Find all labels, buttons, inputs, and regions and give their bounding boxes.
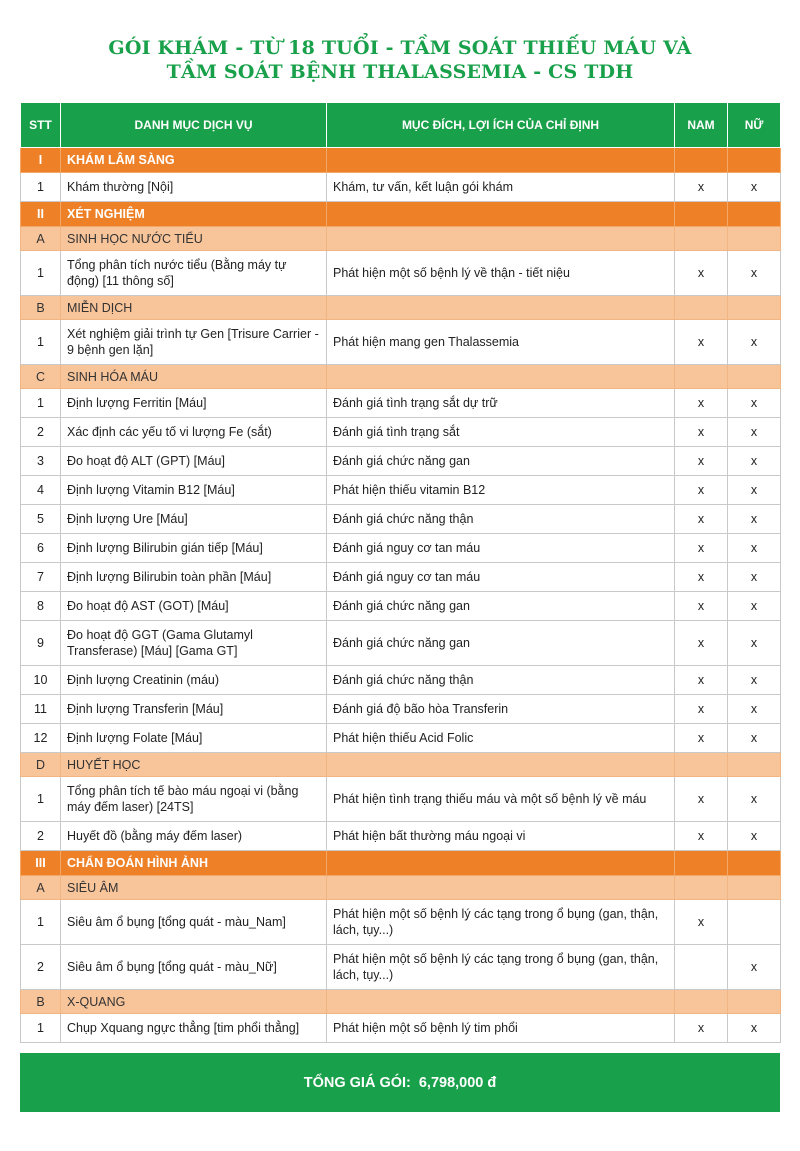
- row-service-name: Định lượng Ferritin [Máu]: [61, 389, 327, 418]
- row-purpose: Đánh giá chức năng thận: [327, 666, 675, 695]
- row-purpose: Đánh giá độ bão hòa Transferin: [327, 695, 675, 724]
- row-purpose: Đánh giá chức năng thận: [327, 505, 675, 534]
- row-service-name: Định lượng Vitamin B12 [Máu]: [61, 476, 327, 505]
- row-nam-mark: x: [675, 534, 728, 563]
- row-stt: 1: [21, 173, 61, 202]
- row-nam-mark: x: [675, 724, 728, 753]
- row-stt: II: [21, 202, 61, 227]
- table-row: [21, 900, 781, 945]
- row-service-name: Đo hoạt độ AST (GOT) [Máu]: [61, 592, 327, 621]
- table-row: [21, 621, 781, 666]
- row-stt: 11: [21, 695, 61, 724]
- row-purpose: Phát hiện mang gen Thalassemia: [327, 320, 675, 365]
- table-header-row: [21, 103, 781, 148]
- row-stt: 6: [21, 534, 61, 563]
- subsection-row: [21, 753, 781, 777]
- table-body: [21, 148, 781, 1043]
- total-value: 6,798,000 đ: [418, 1074, 497, 1091]
- row-nu-mark: x: [728, 724, 781, 753]
- row-nu-mark: x: [728, 476, 781, 505]
- row-stt: 8: [21, 592, 61, 621]
- table-row: [21, 447, 781, 476]
- row-empty-nu: [728, 365, 781, 389]
- row-nu-mark: x: [728, 666, 781, 695]
- table-row: [21, 173, 781, 202]
- row-purpose: Phát hiện một số bệnh lý tim phổi: [327, 1014, 675, 1043]
- row-service-name: Định lượng Bilirubin toàn phần [Máu]: [61, 563, 327, 592]
- row-nam-mark: x: [675, 900, 728, 945]
- row-empty-nam: [675, 202, 728, 227]
- row-empty-purpose: [327, 851, 675, 876]
- row-nu-mark: x: [728, 320, 781, 365]
- row-service-name: Xét nghiệm giải trình tự Gen [Trisure Carrier - 9 bệnh gen lặn]: [61, 320, 327, 365]
- section-row: [21, 202, 781, 227]
- table-row: [21, 418, 781, 447]
- row-nam-mark: x: [675, 1014, 728, 1043]
- row-nu-mark: x: [728, 777, 781, 822]
- row-purpose: Đánh giá chức năng gan: [327, 447, 675, 476]
- section-row: [21, 148, 781, 173]
- row-nu-mark: x: [728, 251, 781, 296]
- row-stt: 2: [21, 945, 61, 990]
- row-stt: 1: [21, 1014, 61, 1043]
- total-label: TỔNG GIÁ GÓI:: [303, 1074, 411, 1091]
- subsection-row: [21, 365, 781, 389]
- row-nam-mark: x: [675, 505, 728, 534]
- row-service-name: Đo hoạt độ GGT (Gama Glutamyl Transferase) [Máu] [Gama GT]: [61, 621, 327, 666]
- row-purpose: Phát hiện một số bệnh lý về thận - tiết niệu: [327, 251, 675, 296]
- row-stt: B: [21, 296, 61, 320]
- row-service-name: Định lượng Transferin [Máu]: [61, 695, 327, 724]
- row-nam-mark: x: [675, 476, 728, 505]
- row-stt: C: [21, 365, 61, 389]
- header-purpose: MỤC ĐÍCH, LỢI ÍCH CỦA CHỈ ĐỊNH: [327, 103, 675, 148]
- table-row: [21, 320, 781, 365]
- row-purpose: Phát hiện một số bệnh lý các tạng trong ổ bụng (gan, thận, lách, tụy...): [327, 945, 675, 990]
- row-stt: 10: [21, 666, 61, 695]
- subsection-row: [21, 876, 781, 900]
- package-title: [0, 36, 800, 84]
- row-nam-mark: x: [675, 695, 728, 724]
- row-stt: 1: [21, 320, 61, 365]
- row-service-name: Định lượng Bilirubin gián tiếp [Máu]: [61, 534, 327, 563]
- row-service-name: Khám thường [Nội]: [61, 173, 327, 202]
- row-empty-nam: [675, 990, 728, 1014]
- row-empty-purpose: [327, 876, 675, 900]
- subsection-row: [21, 227, 781, 251]
- row-stt: 7: [21, 563, 61, 592]
- row-purpose: Phát hiện tình trạng thiếu máu và một số bệnh lý về máu: [327, 777, 675, 822]
- subsection-row: [21, 296, 781, 320]
- row-nu-mark: [728, 900, 781, 945]
- row-stt: 1: [21, 777, 61, 822]
- row-empty-nu: [728, 876, 781, 900]
- row-nam-mark: x: [675, 389, 728, 418]
- row-empty-nam: [675, 753, 728, 777]
- row-nam-mark: x: [675, 563, 728, 592]
- title-line-2: TẦM SOÁT BỆNH THALASSEMIA - CS TDH: [166, 61, 634, 83]
- row-nu-mark: x: [728, 945, 781, 990]
- row-empty-purpose: [327, 202, 675, 227]
- table-row: [21, 1014, 781, 1043]
- row-service-name: Định lượng Folate [Máu]: [61, 724, 327, 753]
- row-nu-mark: x: [728, 621, 781, 666]
- row-label: SINH HỌC NƯỚC TIỂU: [61, 227, 327, 251]
- row-stt: I: [21, 148, 61, 173]
- row-label: MIỄN DỊCH: [61, 296, 327, 320]
- row-nu-mark: x: [728, 505, 781, 534]
- row-service-name: Định lượng Ure [Máu]: [61, 505, 327, 534]
- row-stt: 1: [21, 900, 61, 945]
- row-purpose: Đánh giá chức năng gan: [327, 592, 675, 621]
- row-nam-mark: x: [675, 822, 728, 851]
- row-stt: A: [21, 876, 61, 900]
- row-purpose: Đánh giá chức năng gan: [327, 621, 675, 666]
- row-purpose: Đánh giá tình trạng sắt: [327, 418, 675, 447]
- row-stt: 5: [21, 505, 61, 534]
- row-purpose: Phát hiện bất thường máu ngoại vi: [327, 822, 675, 851]
- header-stt: STT: [21, 103, 61, 148]
- row-label: HUYẾT HỌC: [61, 753, 327, 777]
- row-stt: 9: [21, 621, 61, 666]
- row-nam-mark: x: [675, 320, 728, 365]
- row-service-name: Định lượng Creatinin (máu): [61, 666, 327, 695]
- table-row: [21, 822, 781, 851]
- row-empty-purpose: [327, 365, 675, 389]
- subsection-row: [21, 990, 781, 1014]
- row-empty-nu: [728, 148, 781, 173]
- row-empty-nu: [728, 851, 781, 876]
- row-nam-mark: x: [675, 592, 728, 621]
- table-row: [21, 695, 781, 724]
- row-nu-mark: x: [728, 1014, 781, 1043]
- row-nam-mark: x: [675, 173, 728, 202]
- row-stt: 1: [21, 389, 61, 418]
- row-purpose: Phát hiện một số bệnh lý các tạng trong ổ bụng (gan, thận, lách, tụy...): [327, 900, 675, 945]
- row-nu-mark: x: [728, 418, 781, 447]
- row-stt: D: [21, 753, 61, 777]
- row-nu-mark: x: [728, 592, 781, 621]
- row-label: XÉT NGHIỆM: [61, 202, 327, 227]
- row-stt: III: [21, 851, 61, 876]
- row-service-name: Siêu âm ổ bụng [tổng quát - màu_Nữ]: [61, 945, 327, 990]
- row-service-name: Đo hoạt độ ALT (GPT) [Máu]: [61, 447, 327, 476]
- row-stt: A: [21, 227, 61, 251]
- section-row: [21, 851, 781, 876]
- row-service-name: Huyết đồ (bằng máy đếm laser): [61, 822, 327, 851]
- table-row: [21, 251, 781, 296]
- row-purpose: Khám, tư vấn, kết luận gói khám: [327, 173, 675, 202]
- row-nu-mark: x: [728, 389, 781, 418]
- row-empty-nam: [675, 296, 728, 320]
- row-nu-mark: x: [728, 447, 781, 476]
- row-service-name: Tổng phân tích nước tiểu (Bằng máy tự động) [11 thông số]: [61, 251, 327, 296]
- row-empty-nu: [728, 753, 781, 777]
- row-empty-purpose: [327, 753, 675, 777]
- table-row: [21, 592, 781, 621]
- package-table: [20, 102, 781, 1043]
- row-nam-mark: x: [675, 777, 728, 822]
- row-purpose: Đánh giá nguy cơ tan máu: [327, 563, 675, 592]
- table-row: [21, 945, 781, 990]
- row-empty-nu: [728, 990, 781, 1014]
- header-service: DANH MỤC DỊCH VỤ: [61, 103, 327, 148]
- row-stt: 2: [21, 822, 61, 851]
- table-row: [21, 476, 781, 505]
- row-nu-mark: x: [728, 534, 781, 563]
- row-nam-mark: x: [675, 666, 728, 695]
- row-stt: 1: [21, 251, 61, 296]
- row-purpose: Đánh giá nguy cơ tan máu: [327, 534, 675, 563]
- total-price-bar: [20, 1053, 780, 1112]
- row-label: X-QUANG: [61, 990, 327, 1014]
- row-nu-mark: x: [728, 173, 781, 202]
- row-stt: 2: [21, 418, 61, 447]
- table-row: [21, 389, 781, 418]
- row-empty-nam: [675, 365, 728, 389]
- row-empty-nam: [675, 148, 728, 173]
- row-service-name: Siêu âm ổ bụng [tổng quát - màu_Nam]: [61, 900, 327, 945]
- row-nam-mark: x: [675, 418, 728, 447]
- header-nu: NỮ: [728, 103, 781, 148]
- row-service-name: Xác định các yếu tố vi lượng Fe (sắt): [61, 418, 327, 447]
- row-empty-purpose: [327, 148, 675, 173]
- row-stt: B: [21, 990, 61, 1014]
- table-row: [21, 563, 781, 592]
- row-service-name: Tổng phân tích tế bào máu ngoại vi (bằng máy đếm laser) [24TS]: [61, 777, 327, 822]
- table-row: [21, 666, 781, 695]
- row-label: SINH HÓA MÁU: [61, 365, 327, 389]
- table-row: [21, 505, 781, 534]
- row-service-name: Chụp Xquang ngực thẳng [tim phổi thẳng]: [61, 1014, 327, 1043]
- row-label: KHÁM LÂM SÀNG: [61, 148, 327, 173]
- row-stt: 4: [21, 476, 61, 505]
- header-nam: NAM: [675, 103, 728, 148]
- title-line-1: GÓI KHÁM - TỪ 18 TUỔI - TẦM SOÁT THIẾU MÁU VÀ: [108, 37, 692, 59]
- table-row: [21, 724, 781, 753]
- row-label: SIÊU ÂM: [61, 876, 327, 900]
- row-nam-mark: x: [675, 621, 728, 666]
- row-stt: 12: [21, 724, 61, 753]
- row-label: CHẨN ĐOÁN HÌNH ẢNH: [61, 851, 327, 876]
- row-empty-nam: [675, 876, 728, 900]
- row-empty-purpose: [327, 227, 675, 251]
- row-empty-nam: [675, 851, 728, 876]
- row-nam-mark: x: [675, 251, 728, 296]
- row-purpose: Đánh giá tình trạng sắt dự trữ: [327, 389, 675, 418]
- row-empty-nu: [728, 227, 781, 251]
- row-nu-mark: x: [728, 695, 781, 724]
- row-empty-nam: [675, 227, 728, 251]
- row-empty-nu: [728, 296, 781, 320]
- row-stt: 3: [21, 447, 61, 476]
- row-nu-mark: x: [728, 822, 781, 851]
- row-purpose: Phát hiện thiếu vitamin B12: [327, 476, 675, 505]
- row-empty-nu: [728, 202, 781, 227]
- row-nu-mark: x: [728, 563, 781, 592]
- table-row: [21, 777, 781, 822]
- row-empty-purpose: [327, 296, 675, 320]
- row-nam-mark: x: [675, 447, 728, 476]
- row-nam-mark: [675, 945, 728, 990]
- row-purpose: Phát hiện thiếu Acid Folic: [327, 724, 675, 753]
- row-empty-purpose: [327, 990, 675, 1014]
- table-row: [21, 534, 781, 563]
